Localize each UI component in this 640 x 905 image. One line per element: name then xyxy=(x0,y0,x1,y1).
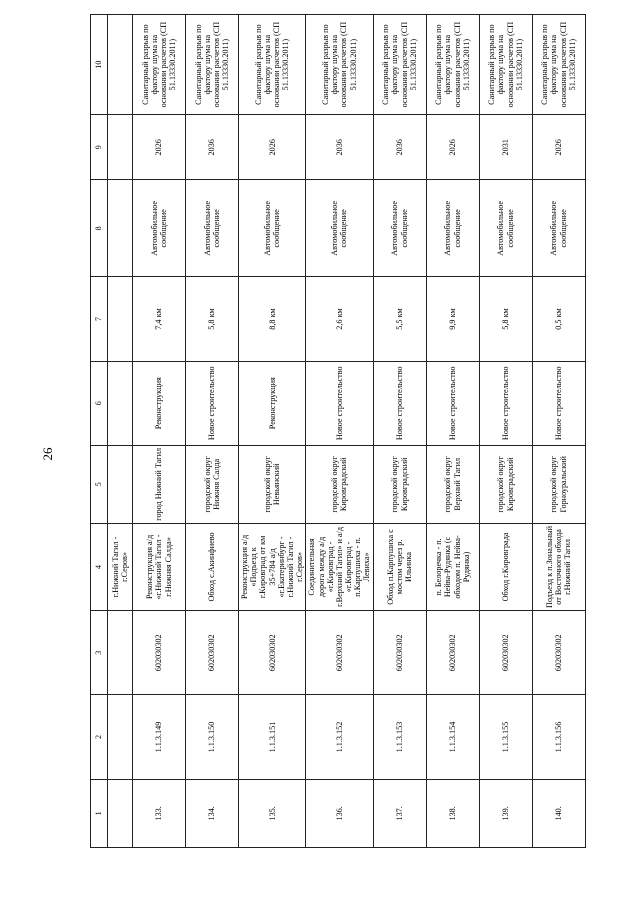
page-number: 26 xyxy=(40,447,55,461)
length-cell: 2,6 км xyxy=(306,277,373,361)
year-cell: 2026 xyxy=(532,115,585,180)
table-row xyxy=(532,15,585,848)
location-cell: городской округ Нижняя Салда xyxy=(186,445,239,523)
zone-cell: Санитарный разрыв по фактору шума на основании расчетов (СП 51.13330.2011) xyxy=(306,15,373,115)
table-cell xyxy=(108,695,133,779)
table-cell xyxy=(108,445,133,523)
table-row xyxy=(133,15,186,848)
year-cell: 2026 xyxy=(239,115,306,180)
oktmo-cell: 602030302 xyxy=(239,611,306,695)
header-cell: 9 xyxy=(91,115,108,180)
year-cell: 2036 xyxy=(306,115,373,180)
zone-cell: Санитарный разрыв по фактору шума на основании расчетов (СП 51.13330.2011) xyxy=(133,15,186,115)
table-row xyxy=(373,15,426,848)
work-type-cell: Новое строительство xyxy=(306,361,373,445)
length-cell: 5,8 км xyxy=(479,277,532,361)
year-cell: 2036 xyxy=(373,115,426,180)
table-row xyxy=(239,15,306,848)
code-cell: 1.1.3.151 xyxy=(239,695,306,779)
row-number-cell: 139. xyxy=(479,779,532,847)
oktmo-cell: 602030302 xyxy=(479,611,532,695)
year-cell: 2026 xyxy=(426,115,479,180)
row-number-cell: 140. xyxy=(532,779,585,847)
header-cell: 5 xyxy=(91,445,108,523)
location-cell: городской округ Кировградский xyxy=(479,445,532,523)
table-cell xyxy=(108,277,133,361)
oktmo-cell: 602030302 xyxy=(373,611,426,695)
length-cell: 5,5 км xyxy=(373,277,426,361)
year-cell: 2026 xyxy=(133,115,186,180)
work-type-cell: Новое строительство xyxy=(186,361,239,445)
table-cell xyxy=(108,611,133,695)
object-name-cell: Подъезд к п.Зональный от Восточного обхода г.Нижний Тагил xyxy=(532,523,585,610)
code-cell: 1.1.3.155 xyxy=(479,695,532,779)
header-row xyxy=(91,15,108,848)
location-cell: городской округ Кировградский xyxy=(373,445,426,523)
code-cell: 1.1.3.154 xyxy=(426,695,479,779)
table-row xyxy=(186,15,239,848)
oktmo-cell: 602030302 xyxy=(133,611,186,695)
location-cell: городской округ Невьянский xyxy=(239,445,306,523)
code-cell: 1.1.3.152 xyxy=(306,695,373,779)
continuation-cell: г.Нижний Тагил - г.Серов» xyxy=(108,523,133,610)
purpose-cell: Автомобильное сообщение xyxy=(532,180,585,277)
object-name-cell: Соединительная дорога между а/д «г.Кировград - г.Верхний Тагил» и а/д «г.Кировград - п.Карпушиха - п. Левиха» xyxy=(306,523,373,610)
object-name-cell: Обход с.Акинфиево xyxy=(186,523,239,610)
length-cell: 7,4 км xyxy=(133,277,186,361)
purpose-cell: Автомобильное сообщение xyxy=(373,180,426,277)
zone-cell: Санитарный разрыв по фактору шума на основании расчетов (СП 51.13330.2011) xyxy=(186,15,239,115)
header-cell: 10 xyxy=(91,15,108,115)
location-cell: город Нижний Тагил xyxy=(133,445,186,523)
zone-cell: Санитарный разрыв по фактору шума на основании расчетов (СП 51.13330.2011) xyxy=(239,15,306,115)
length-cell: 9,9 км xyxy=(426,277,479,361)
table-cell xyxy=(108,361,133,445)
code-cell: 1.1.3.149 xyxy=(133,695,186,779)
table-cell xyxy=(108,180,133,277)
object-name-cell: Обход г.Кировграда xyxy=(479,523,532,610)
table-cell xyxy=(108,115,133,180)
table-row xyxy=(306,15,373,848)
purpose-cell: Автомобильное сообщение xyxy=(306,180,373,277)
purpose-cell: Автомобильное сообщение xyxy=(426,180,479,277)
table-cell xyxy=(108,15,133,115)
work-type-cell: Реконструкция xyxy=(239,361,306,445)
zone-cell: Санитарный разрыв по фактору шума на основании расчетов (СП 51.13330.2011) xyxy=(426,15,479,115)
oktmo-cell: 602030302 xyxy=(532,611,585,695)
object-name-cell: Реконструкция а/д «Подъезд к г.Кировград от км 35+784 а/д «г.Екатеринбург - г.Нижний Тагил - г.Серов» xyxy=(239,523,306,610)
header-cell: 4 xyxy=(91,523,108,610)
object-name-cell: Реконструкция а/д «г.Нижний Тагил - г.Нижняя Салда» xyxy=(133,523,186,610)
length-cell: 8,8 км xyxy=(239,277,306,361)
oktmo-cell: 602030302 xyxy=(186,611,239,695)
object-name-cell: п. Белоречка - п. Нейва-Рудянка (с обходом п. Нейва-Рудянка) xyxy=(426,523,479,610)
purpose-cell: Автомобильное сообщение xyxy=(479,180,532,277)
location-cell: городской округ Горноуральский xyxy=(532,445,585,523)
table-cell xyxy=(108,779,133,847)
length-cell: 0,5 км xyxy=(532,277,585,361)
code-cell: 1.1.3.153 xyxy=(373,695,426,779)
oktmo-cell: 602030302 xyxy=(426,611,479,695)
code-cell: 1.1.3.150 xyxy=(186,695,239,779)
purpose-cell: Автомобильное сообщение xyxy=(186,180,239,277)
row-number-cell: 137. xyxy=(373,779,426,847)
header-cell: 3 xyxy=(91,611,108,695)
row-number-cell: 133. xyxy=(133,779,186,847)
location-cell: городской округ Кировградский xyxy=(306,445,373,523)
table-row xyxy=(479,15,532,848)
table-container xyxy=(90,14,584,848)
zone-cell: Санитарный разрыв по фактору шума на основании расчетов (СП 51.13330.2011) xyxy=(479,15,532,115)
work-type-cell: Новое строительство xyxy=(426,361,479,445)
purpose-cell: Автомобильное сообщение xyxy=(239,180,306,277)
object-name-cell: Обход п.Карпушиха с мостом через р. Ильинка xyxy=(373,523,426,610)
oktmo-cell: 602030302 xyxy=(306,611,373,695)
year-cell: 2036 xyxy=(186,115,239,180)
work-type-cell: Новое строительство xyxy=(373,361,426,445)
row-number-cell: 135. xyxy=(239,779,306,847)
year-cell: 2031 xyxy=(479,115,532,180)
zone-cell: Санитарный разрыв по фактору шума на основании расчетов (СП 51.13330.2011) xyxy=(532,15,585,115)
table-row xyxy=(426,15,479,848)
location-cell: городской округ Верхний Тагил xyxy=(426,445,479,523)
work-type-cell: Новое строительство xyxy=(479,361,532,445)
header-cell: 7 xyxy=(91,277,108,361)
row-number-cell: 134. xyxy=(186,779,239,847)
continuation-row xyxy=(108,15,133,848)
work-type-cell: Реконструкция xyxy=(133,361,186,445)
row-number-cell: 136. xyxy=(306,779,373,847)
row-number-cell: 138. xyxy=(426,779,479,847)
zone-cell: Санитарный разрыв по фактору шума на основании расчетов (СП 51.13330.2011) xyxy=(373,15,426,115)
code-cell: 1.1.3.156 xyxy=(532,695,585,779)
header-cell: 1 xyxy=(91,779,108,847)
header-cell: 8 xyxy=(91,180,108,277)
work-type-cell: Новое строительство xyxy=(532,361,585,445)
length-cell: 5,8 км xyxy=(186,277,239,361)
registry-table xyxy=(90,14,586,848)
header-cell: 2 xyxy=(91,695,108,779)
header-cell: 6 xyxy=(91,361,108,445)
purpose-cell: Автомобильное сообщение xyxy=(133,180,186,277)
